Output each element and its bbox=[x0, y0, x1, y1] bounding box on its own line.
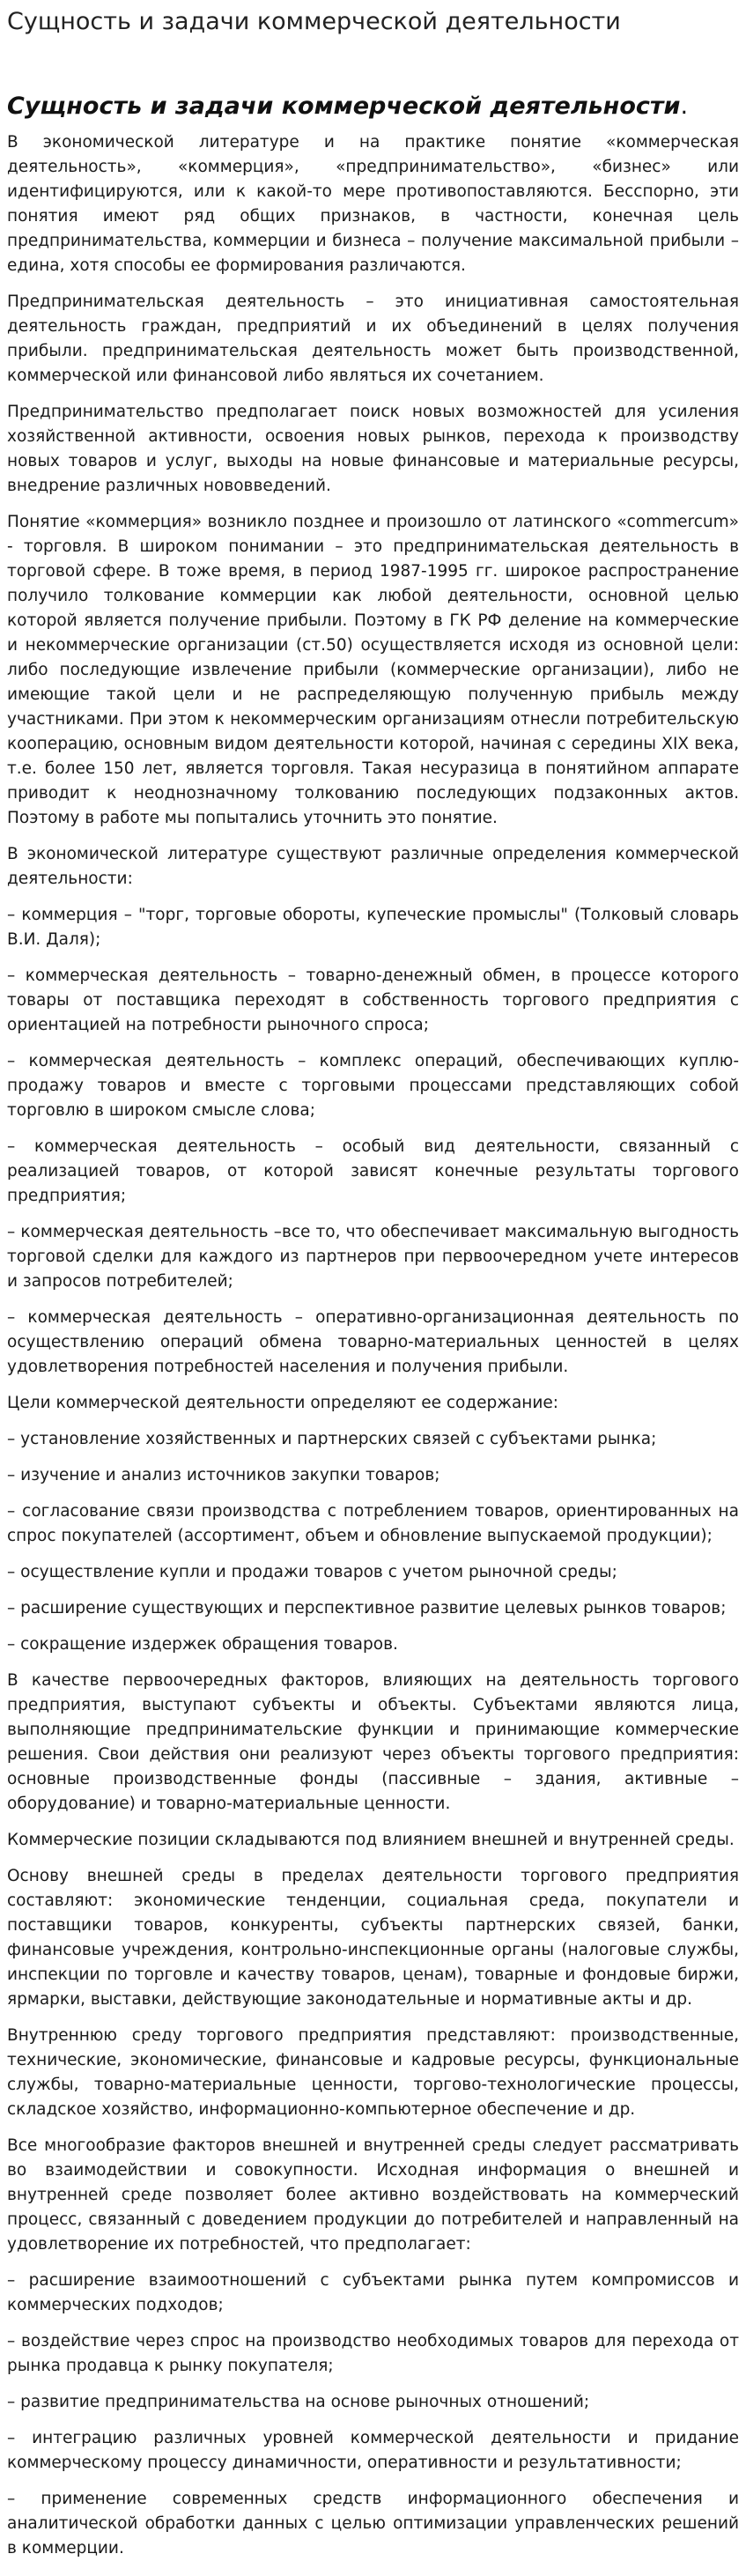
paragraph: Коммерческие позиции складываются под влиянием внешней и внутренней среды. bbox=[7, 1831, 735, 1849]
list-item: – установление хозяйственных и партнерских связей с субъектами рынка; bbox=[7, 1430, 657, 1448]
article-body bbox=[7, 130, 739, 2561]
list-item: – коммерческая деятельность – особый вид деятельности, связанный с реализацией товаров, от которой зависят конечные результаты торгового предприятия; bbox=[7, 1137, 739, 1205]
list-item: – коммерческая деятельность – комплекс операций, обеспечивающих куплю-продажу товаров и вместе с торговыми процессами представляющих собой торговлю в широком смысле слова; bbox=[7, 1052, 739, 1120]
list-item: – расширение взаимоотношений с субъектами рынка путем компромиссов и коммерческих подходов; bbox=[7, 2271, 739, 2314]
paragraph: В экономической литературе существуют различные определения коммерческой деятельности: bbox=[7, 845, 739, 888]
article-heading-suffix: . bbox=[680, 93, 689, 120]
paragraph: Понятие «коммерция» возникло позднее и произошло от латинского «commercum» - торговля. В широком понимании – это предпринимательская деятельность в торговой сфере. В тоже время, в период 1987-1995 гг. широкое распространение получило толкование коммерции как любой деятельности, основной целью которой является получение прибыли. Поэтому в ГК РФ деление на коммерческие и некоммерческие организации (ст.50) осуществляется исходя из основной цели: либо последующие извлечение прибыли (коммерческие организации), либо не имеющие такой цели и не распределяющую полученную прибыль между участниками. При этом к некоммерческим организациям отнесли потребительскую кооперацию, основным видом деятельности которой, начиная с середины XIX века, т.е. более 150 лет, является торговля. Такая несуразица в понятийном аппарате приводит к неоднозначному толкованию последующих подзаконных актов. Поэтому в работе мы попытались уточнить это понятие. bbox=[7, 513, 739, 827]
paragraph: В качестве первоочередных факторов, влияющих на деятельность торгового предприятия, выступают субъекты и объекты. Субъектами являются лица, выполняющие предпринимательские функции и принимающие коммерческие решения. Свои действия они реализуют через объекты торгового предприятия: основные производственные фонды (пассивные – здания, активные – оборудование) и товарно-материальные ценности. bbox=[7, 1671, 739, 1813]
article-heading-text: Сущность и задачи коммерческой деятельности bbox=[7, 93, 681, 120]
list-item: – коммерческая деятельность –все то, что обеспечивает максимальную выгодность торговой сделки для каждого из партнеров при первоочередном учете интересов и запросов потребителей; bbox=[7, 1223, 739, 1291]
list-item: – развитие предпринимательства на основе рыночных отношений; bbox=[7, 2393, 590, 2411]
list-item: – интеграцию различных уровней коммерческой деятельности и придание коммерческому процессу динамичности, оперативности и результативности; bbox=[7, 2429, 739, 2472]
paragraph: Предпринимательство предполагает поиск новых возможностей для усиления хозяйственной активности, освоения новых рынков, перехода к производству новых товаров и услуг, выходы на новые финансовые и материальные ресурсы, внедрение различных нововведений. bbox=[7, 403, 739, 495]
paragraph: В экономической литературе и на практике понятие «коммерческая деятельность», «коммерция», «предпринимательство», «бизнес» или идентифицируются, или к какой-то мере противопоставляются. Бесспорно, эти понятия имеют ряд общих признаков, в частности, конечная цель предпринимательства, коммерции и бизнеса – получение максимальной прибыли – едина, хотя способы ее формирования различаются. bbox=[7, 133, 739, 275]
list-item: – применение современных средств информационного обеспечения и аналитической обработки данных с целью оптимизации управленческих решений в коммерции. bbox=[7, 2490, 739, 2557]
paragraph: Предпринимательская деятельность – это инициативная самостоятельная деятельность граждан, предприятий и их объединений в целях получения прибыли. предпринимательская деятельность может быть производственной, коммерческой или финансовой либо являться их сочетанием. bbox=[7, 292, 739, 385]
paragraph: Цели коммерческой деятельности определяют ее содержание: bbox=[7, 1394, 559, 1412]
document-page bbox=[0, 7, 746, 2576]
article-heading bbox=[7, 92, 739, 122]
list-item: – сокращение издержек обращения товаров. bbox=[7, 1635, 398, 1654]
document-title: Сущность и задачи коммерческой деятельности bbox=[7, 8, 621, 35]
list-item: – коммерция – "торг, торговые обороты, купеческие промыслы" (Толковый словарь В.И. Даля); bbox=[7, 906, 739, 949]
list-item: – коммерческая деятельность – товарно-денежный обмен, в процессе которого товары от поставщика переходят в собственность торгового предприятия с ориентацией на потребности рыночного спроса; bbox=[7, 966, 739, 1034]
list-item: – изучение и анализ источников закупки товаров; bbox=[7, 1466, 440, 1484]
paragraph: Внутреннюю среду торгового предприятия представляют: производственные, технические, экономические, финансовые и кадровые ресурсы, функциональные службы, товарно-материальные ценности, торгово-технологические процессы, складское хозяйство, информационно-компьютерное обеспечение и др. bbox=[7, 2026, 739, 2119]
list-item: – расширение существующих и перспективное развитие целевых рынков товаров; bbox=[7, 1599, 727, 1617]
paragraph: Основу внешней среды в пределах деятельности торгового предприятия составляют: экономические тенденции, социальная среда, покупатели и поставщики товаров, конкуренты, субъекты партнерских связей, банки, финансовые учреждения, контрольно-инспекционные органы (налоговые службы, инспекции по торговле и качеству товаров, ценам), товарные и фондовые биржи, ярмарки, выставки, действующие законодательные и нормативные акты и др. bbox=[7, 1867, 739, 2009]
list-item: – согласование связи производства с потреблением товаров, ориентированных на спрос покупателей (ассортимент, объем и обновление выпускаемой продукции); bbox=[7, 1502, 739, 1545]
list-item: – воздействие через спрос на производство необходимых товаров для перехода от рынка продавца к рынку покупателя; bbox=[7, 2332, 739, 2375]
list-item: – осуществление купли и продажи товаров с учетом рыночной среды; bbox=[7, 1563, 617, 1581]
paragraph: Все многообразие факторов внешней и внутренней среды следует рассматривать во взаимодействии и совокупности. Исходная информация о внешней и внутренней среде позволяет более активно воздействовать на коммерческий процесс, связанный с доведением продукции до потребителей и направленный на удовлетворение их потребностей, что предполагает: bbox=[7, 2136, 739, 2254]
list-item: – коммерческая деятельность – оперативно-организационная деятельность по осуществлению операций обмена товарно-материальных ценностей в целях удовлетворения потребностей населения и получения прибыли. bbox=[7, 1308, 739, 1376]
